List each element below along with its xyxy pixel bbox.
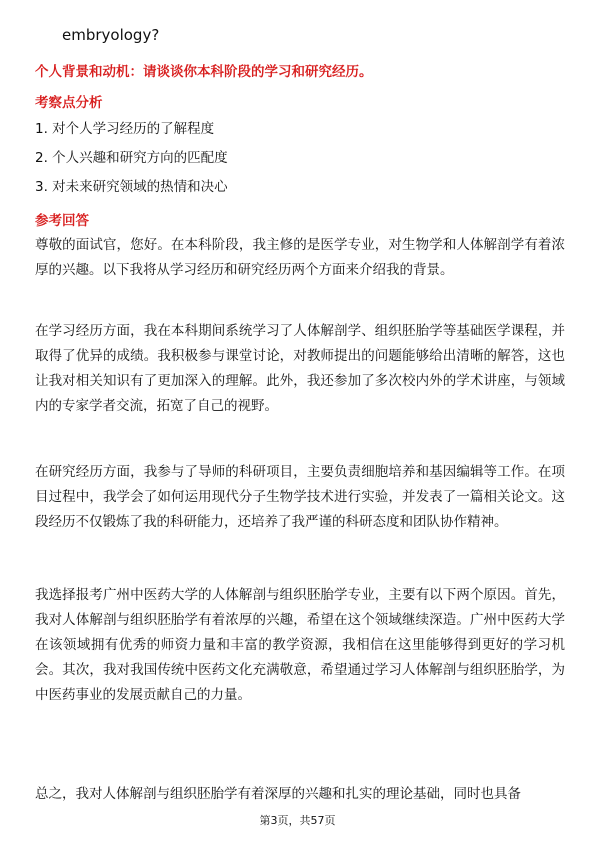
answer-paragraph: 在学习经历方面，我在本科期间系统学习了人体解剖学、组织胚胎学等基础医学课程，并取得了优异的成绩。我积极参与课堂讨论，对教师提出的问题能够给出清晰的解答，这也让我对相关知识有了更加深入的理解。此外，我还参加了多次校内外的学术讲座，与领域内的专家学者交流，拓宽了自己的视野。 [35, 323, 565, 414]
answer-paragraph: 尊敬的面试官，您好。在本科阶段，我主修的是医学专业，对生物学和人体解剖学有着浓厚的兴趣。以下我将从学习经历和研究经历两个方面来介绍我的背景。 [35, 237, 565, 278]
analysis-heading: 考察点分析 [35, 95, 103, 111]
continuation-text: embryology? [62, 26, 160, 44]
page-number-footer: 第3页，共57页 [259, 814, 336, 827]
answer-heading: 参考回答 [35, 213, 89, 229]
answer-paragraph: 在研究经历方面，我参与了导师的科研项目，主要负责细胞培养和基因编辑等工作。在项目过程中，我学会了如何运用现代分子生物学技术进行实验，并发表了一篇相关论文。这段经历不仅锻炼了我的科研能力，还培养了我严谨的科研态度和团队协作精神。 [35, 464, 565, 530]
answer-paragraph: 我选择报考广州中医药大学的人体解剖与组织胚胎学专业，主要有以下两个原因。首先，我对人体解剖与组织胚胎学有着浓厚的兴趣，希望在这个领域继续深造。广州中医药大学在该领域拥有优秀的师资力量和丰富的教学资源，我相信在这里能够得到更好的学习机会。其次，我对我国传统中医药文化充满敬意，希望通过学习人体解剖与组织胚胎学，为中医药事业的发展贡献自己的力量。 [35, 587, 565, 703]
analysis-point: 2. 个人兴趣和研究方向的匹配度 [35, 150, 228, 166]
answer-paragraph: 总之，我对人体解剖与组织胚胎学有着深厚的兴趣和扎实的理论基础，同时也具备 [35, 786, 521, 802]
analysis-point: 1. 对个人学习经历的了解程度 [35, 121, 215, 137]
analysis-point: 3. 对未来研究领域的热情和决心 [35, 179, 228, 195]
question-heading: 个人背景和动机：请谈谈你本科阶段的学习和研究经历。 [35, 64, 373, 80]
